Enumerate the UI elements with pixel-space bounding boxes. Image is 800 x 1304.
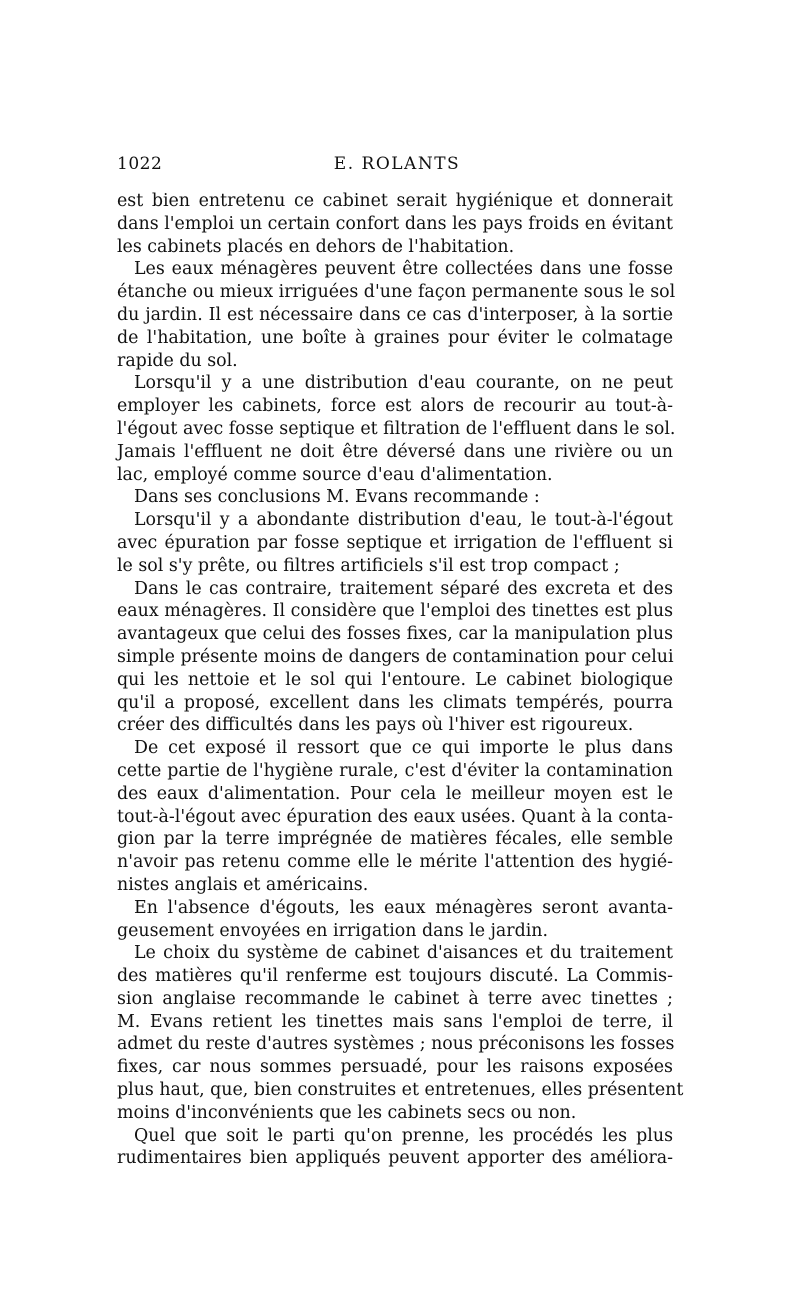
text-line: moins d'inconvénients que les cabinets secs ou non. (117, 1102, 577, 1123)
text-line: le sol s'y prête, ou filtres artificiels s'il est trop compact ; (117, 555, 620, 576)
text-line: gion par la terre imprégnée de matières fécales, elle semble (117, 829, 673, 850)
text-line: l'égout avec fosse septique et filtration de l'effluent dans le sol. (117, 418, 676, 439)
text-line: dans l'emploi un certain confort dans les pays froids en évitant (117, 213, 673, 234)
text-line: nistes anglais et américains. (117, 874, 369, 895)
text-line: étanche ou mieux irriguées d'une façon permanente sous le sol (117, 282, 676, 303)
page-number: 1022 (117, 154, 163, 174)
text-line: qu'il a proposé, excellent dans les climats tempérés, pourra (117, 692, 673, 713)
text-line: Lorsqu'il y a abondante distribution d'eau, le tout-à-l'égout (134, 510, 673, 531)
text-line: rapide du sol. (117, 350, 238, 371)
text-line: rudimentaires bien appliqués peuvent apporter des améliora- (117, 1148, 673, 1169)
text-line: avec épuration par fosse septique et irrigation de l'effluent si (117, 532, 673, 553)
text-line: Jamais l'effluent ne doit être déversé dans une rivière ou un (117, 441, 673, 462)
running-head-author: E. ROLANTS (333, 154, 461, 174)
text-line: est bien entretenu ce cabinet serait hygiénique et donnerait (117, 191, 673, 211)
text-line: admet du reste d'autres systèmes ; nous préconisons les fosses (117, 1034, 675, 1055)
text-line: des matières qu'il renferme est toujours discuté. La Commis- (117, 966, 673, 987)
text-line: Les eaux ménagères peuvent être collectées dans une fosse (134, 259, 673, 280)
text-line: avantageux que celui des fosses fixes, car la manipulation plus (117, 624, 673, 645)
text-line: Dans le cas contraire, traitement séparé des excreta et des (134, 578, 673, 599)
text-line: cette partie de l'hygiène rurale, c'est d'éviter la contamination (117, 760, 673, 781)
text-line: employer les cabinets, force est alors de recourir au tout-à- (117, 396, 673, 417)
text-line: du jardin. Il est nécessaire dans ce cas d'interposer, à la sortie (117, 304, 673, 325)
body-text (117, 190, 684, 1170)
text-line: M. Evans retient les tinettes mais sans l'emploi de terre, il (117, 1011, 673, 1032)
text-line: geusement envoyées en irrigation dans le jardin. (117, 920, 549, 941)
text-line: plus haut, que, bien construites et entretenues, elles présentent (117, 1080, 684, 1101)
text-line: De cet exposé il ressort que ce qui importe le plus dans (134, 738, 673, 759)
text-line: Le choix du système de cabinet d'aisances et du traitement (134, 943, 673, 964)
text-line: lac, employé comme source d'eau d'alimentation. (117, 464, 553, 485)
text-line: simple présente moins de dangers de contamination pour celui (117, 646, 674, 667)
text-line: créer des difficultés dans les pays où l'hiver est rigoureux. (117, 715, 634, 736)
text-line: Dans ses conclusions M. Evans recommande : (134, 487, 540, 508)
text-line: En l'absence d'égouts, les eaux ménagères seront avanta- (134, 897, 673, 918)
text-line: les cabinets placés en dehors de l'habitation. (117, 236, 515, 257)
text-line: qui les nettoie et le sol qui l'entoure. Le cabinet biologique (117, 669, 673, 690)
text-line: n'avoir pas retenu comme elle le mérite l'attention des hygié- (117, 852, 673, 873)
text-line: Lorsqu'il y a une distribution d'eau courante, on ne peut (134, 373, 673, 394)
text-line: eaux ménagères. Il considère que l'emploi des tinettes est plus (117, 601, 673, 622)
text-line: des eaux d'alimentation. Pour cela le meilleur moyen est le (117, 783, 673, 804)
text-line: de l'habitation, une boîte à graines pour éviter le colmatage (117, 327, 673, 348)
text-line: tout-à-l'égout avec épuration des eaux usées. Quant à la conta- (117, 806, 673, 827)
text-line: Quel que soit le parti qu'on prenne, les procédés les plus (134, 1125, 673, 1146)
text-line: sion anglaise recommande le cabinet à terre avec tinettes ; (117, 988, 673, 1009)
running-head (117, 154, 677, 182)
text-line: fixes, car nous sommes persuadé, pour les raisons exposées (117, 1057, 673, 1078)
